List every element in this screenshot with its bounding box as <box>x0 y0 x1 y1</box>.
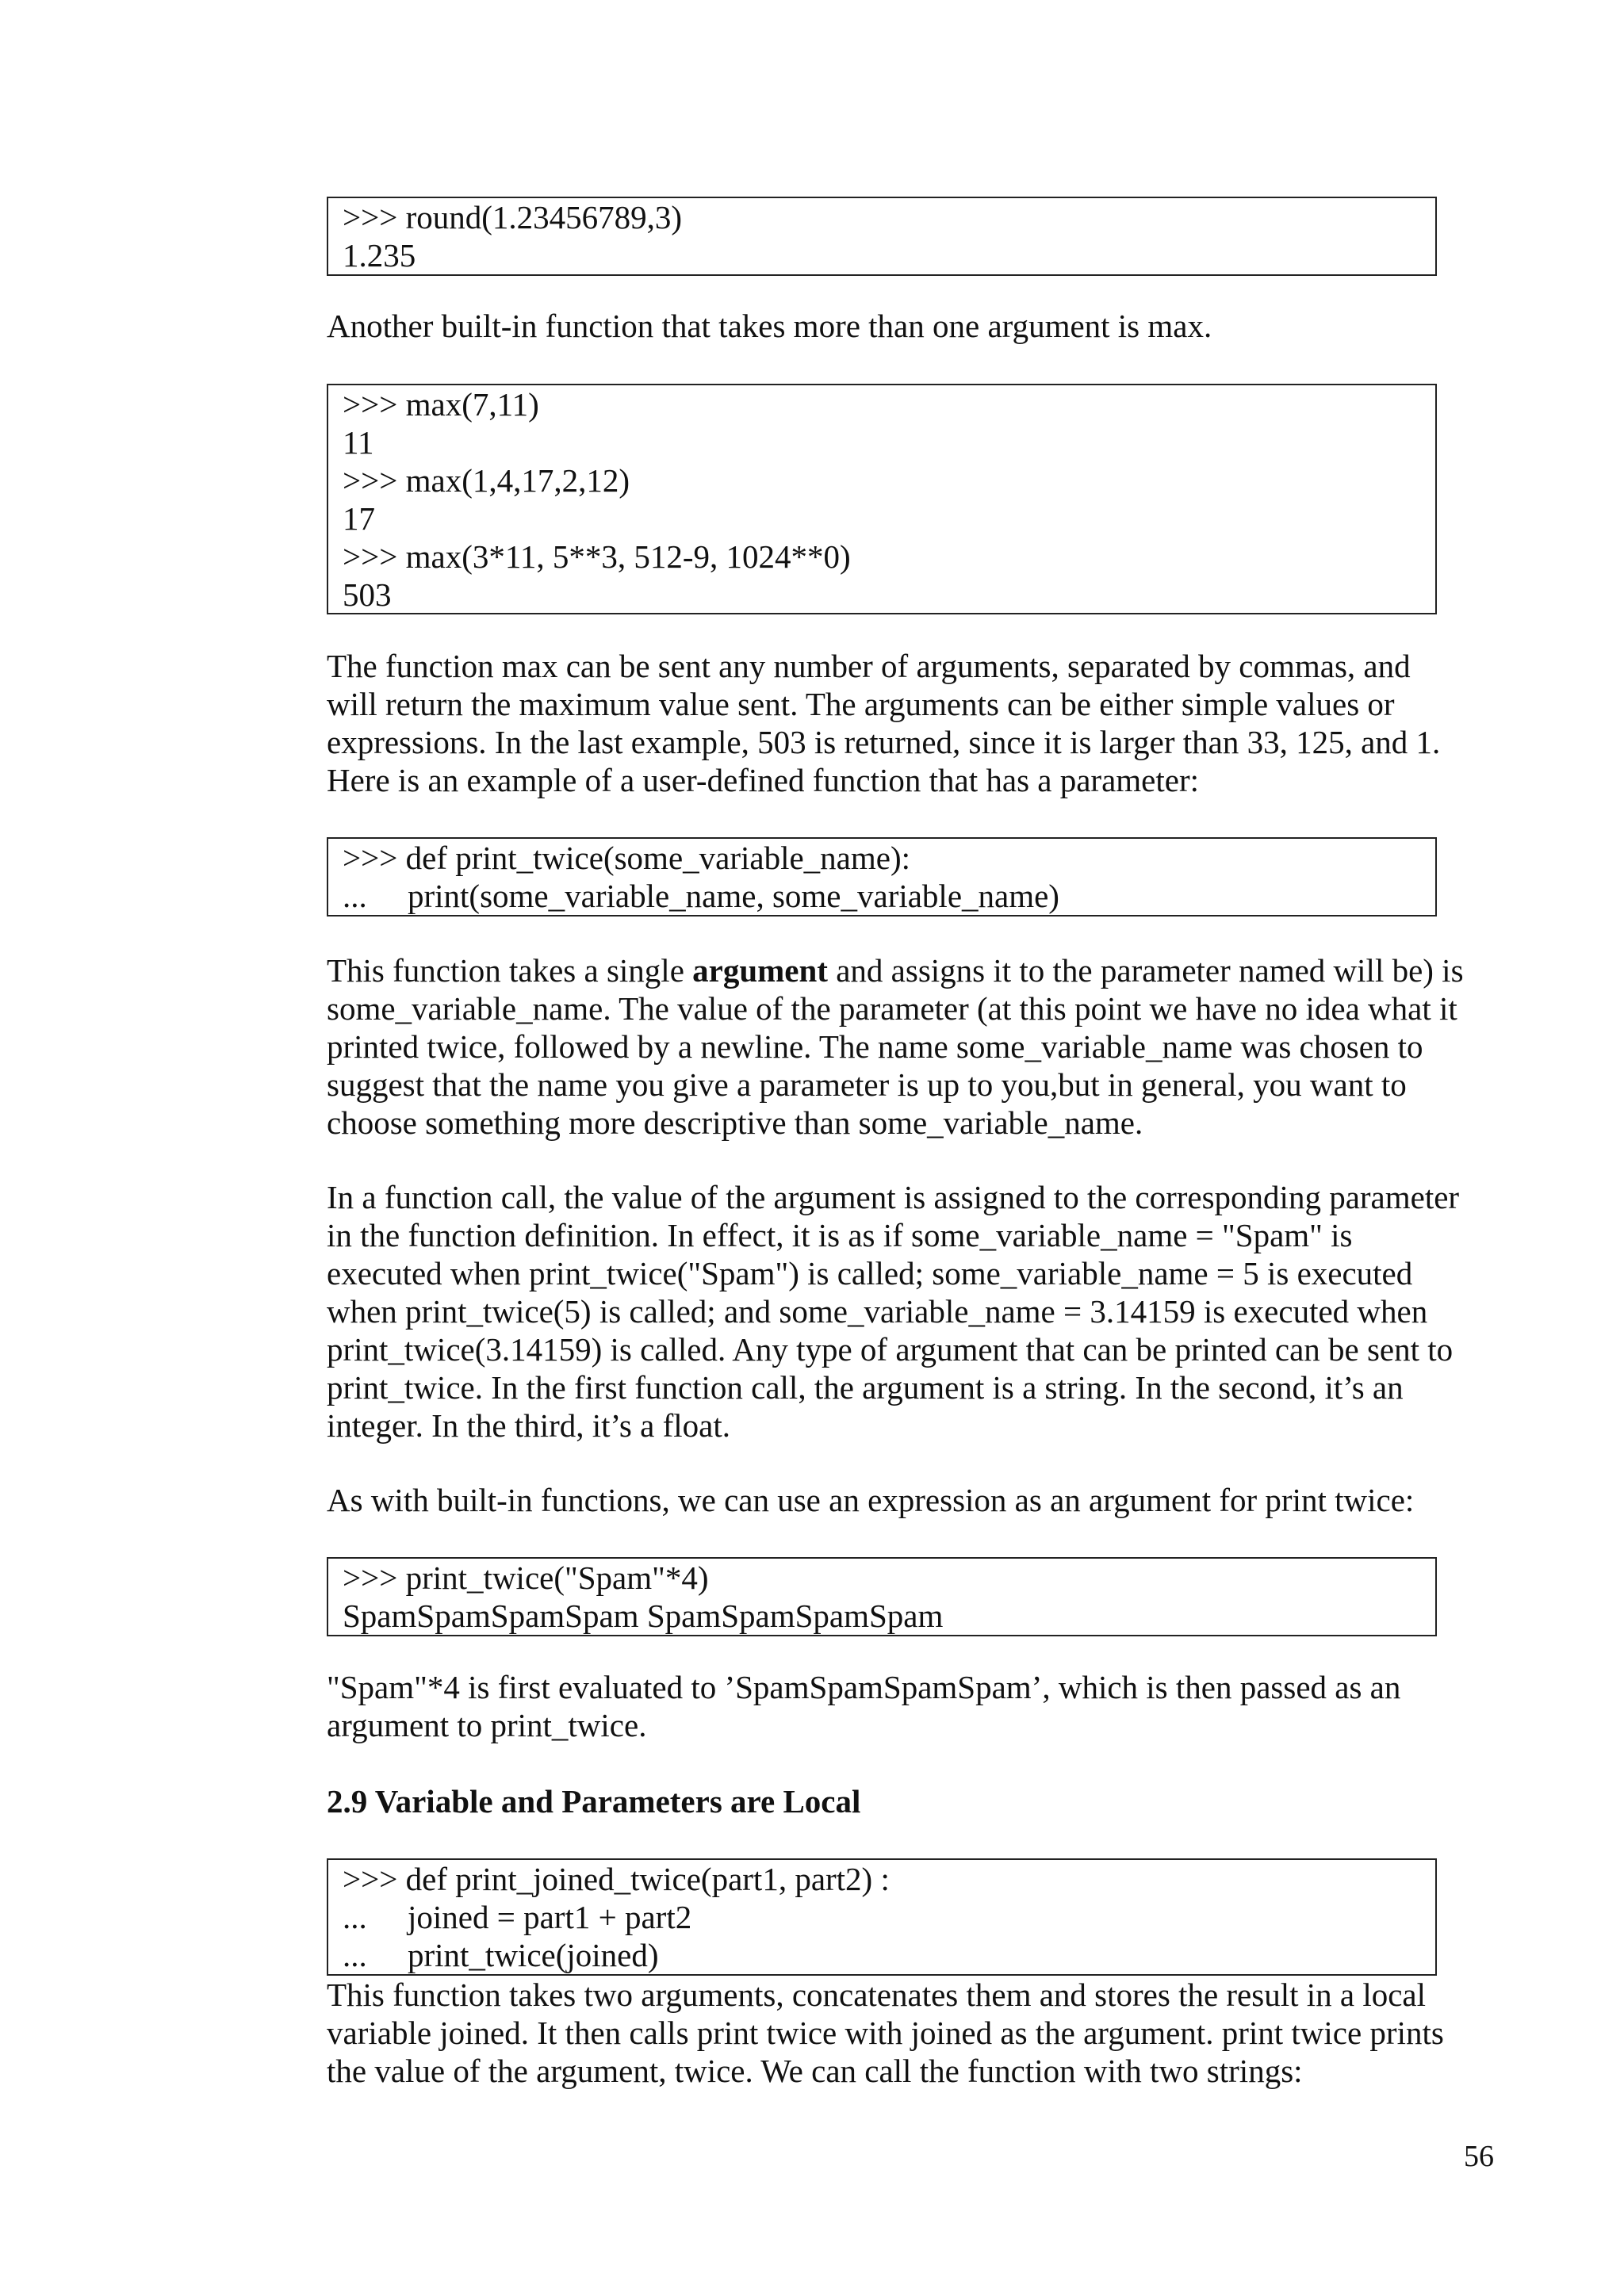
text-line: The function max can be sent any number of arguments, separated by commas, and <box>327 648 1411 684</box>
text-line: in the function definition. In effect, it is as if some_variable_name = "Spam" is <box>327 1217 1353 1253</box>
text-line: some_variable_name. The value of the parameter (at this point we have no idea what it <box>327 990 1457 1027</box>
code-line: 17 <box>343 500 375 537</box>
code-line: ... joined = part1 + part2 <box>343 1899 692 1935</box>
text-line: when print_twice(5) is called; and some_variable_name = 3.14159 is executed when <box>327 1293 1428 1330</box>
paragraph-spam-eval <box>327 1668 1484 1744</box>
code-line: >>> print_twice("Spam"*4) <box>343 1559 709 1596</box>
paragraph-max-intro <box>327 307 1484 345</box>
text-run: This function takes a single <box>327 952 693 989</box>
text-line: executed when print_twice("Spam") is called; some_variable_name = 5 is executed <box>327 1255 1413 1292</box>
text-line: As with built-in functions, we can use an expression as an argument for print twice: <box>327 1482 1415 1518</box>
bold-term-argument: argument <box>692 952 828 989</box>
text-line: print_twice. In the first function call, the argument is a string. In the second, it’s an <box>327 1369 1404 1406</box>
text-line: suggest that the name you give a parameter is up to you,but in general, you want to <box>327 1066 1407 1103</box>
text-line: Here is an example of a user-defined function that has a parameter: <box>327 762 1199 798</box>
text-line <box>327 951 1484 989</box>
paragraph-function-call <box>327 1178 1484 1445</box>
code-block-max <box>327 384 1437 614</box>
text-line: This function takes two arguments, concatenates them and stores the result in a local <box>327 1976 1427 2013</box>
text-line: variable joined. It then calls print twice with joined as the argument. print twice prints <box>327 2015 1444 2051</box>
code-line: >>> max(3*11, 5**3, 512-9, 1024**0) <box>343 538 851 575</box>
code-line: ... print(some_variable_name, some_variable_name) <box>343 878 1059 914</box>
code-line: >>> round(1.23456789,3) <box>343 199 683 235</box>
code-line: 1.235 <box>343 237 416 274</box>
code-block-round <box>327 197 1437 276</box>
code-block-spam <box>327 1557 1437 1636</box>
code-line: 11 <box>343 424 374 461</box>
text-line: In a function call, the value of the argument is assigned to the corresponding parameter <box>327 1179 1460 1215</box>
page-number: 56 <box>1464 2140 1494 2173</box>
section-heading: 2.9 Variable and Parameters are Local <box>327 1783 861 1820</box>
text-line: "Spam"*4 is first evaluated to ’SpamSpamSpamSpam’, which is then passed as an <box>327 1669 1401 1705</box>
code-line: ... print_twice(joined) <box>343 1937 659 1973</box>
paragraph-joined <box>327 1976 1484 2090</box>
text-run: and assigns it to the parameter named will be) is <box>827 952 1464 989</box>
text-line: expressions. In the last example, 503 is returned, since it is larger than 33, 125, and 1. <box>327 724 1441 760</box>
text-line: print_twice(3.14159) is called. Any type of argument that can be printed can be sent to <box>327 1331 1454 1368</box>
text-line: choose something more descriptive than some_variable_name. <box>327 1104 1143 1141</box>
code-line: >>> max(1,4,17,2,12) <box>343 462 630 499</box>
text-line: integer. In the third, it’s a float. <box>327 1407 730 1444</box>
text-line: the value of the argument, twice. We can call the function with two strings: <box>327 2053 1303 2089</box>
code-line: SpamSpamSpamSpam SpamSpamSpamSpam <box>343 1598 944 1634</box>
paragraph-max-explain <box>327 647 1484 799</box>
text-line: will return the maximum value sent. The arguments can be either simple values or <box>327 686 1395 722</box>
code-line: 503 <box>343 576 392 613</box>
text-line: argument to print_twice. <box>327 1707 647 1743</box>
code-line: >>> def print_twice(some_variable_name): <box>343 840 910 876</box>
text-line: printed twice, followed by a newline. The name some_variable_name was chosen to <box>327 1028 1423 1065</box>
paragraph-single-argument <box>327 951 1484 1142</box>
paragraph-expression <box>327 1481 1484 1519</box>
code-line: >>> def print_joined_twice(part1, part2) : <box>343 1861 890 1897</box>
code-line: >>> max(7,11) <box>343 386 539 423</box>
text-line: Another built-in function that takes more than one argument is max. <box>327 308 1212 344</box>
code-block-print-twice <box>327 837 1437 916</box>
code-block-print-joined-twice <box>327 1858 1437 1976</box>
